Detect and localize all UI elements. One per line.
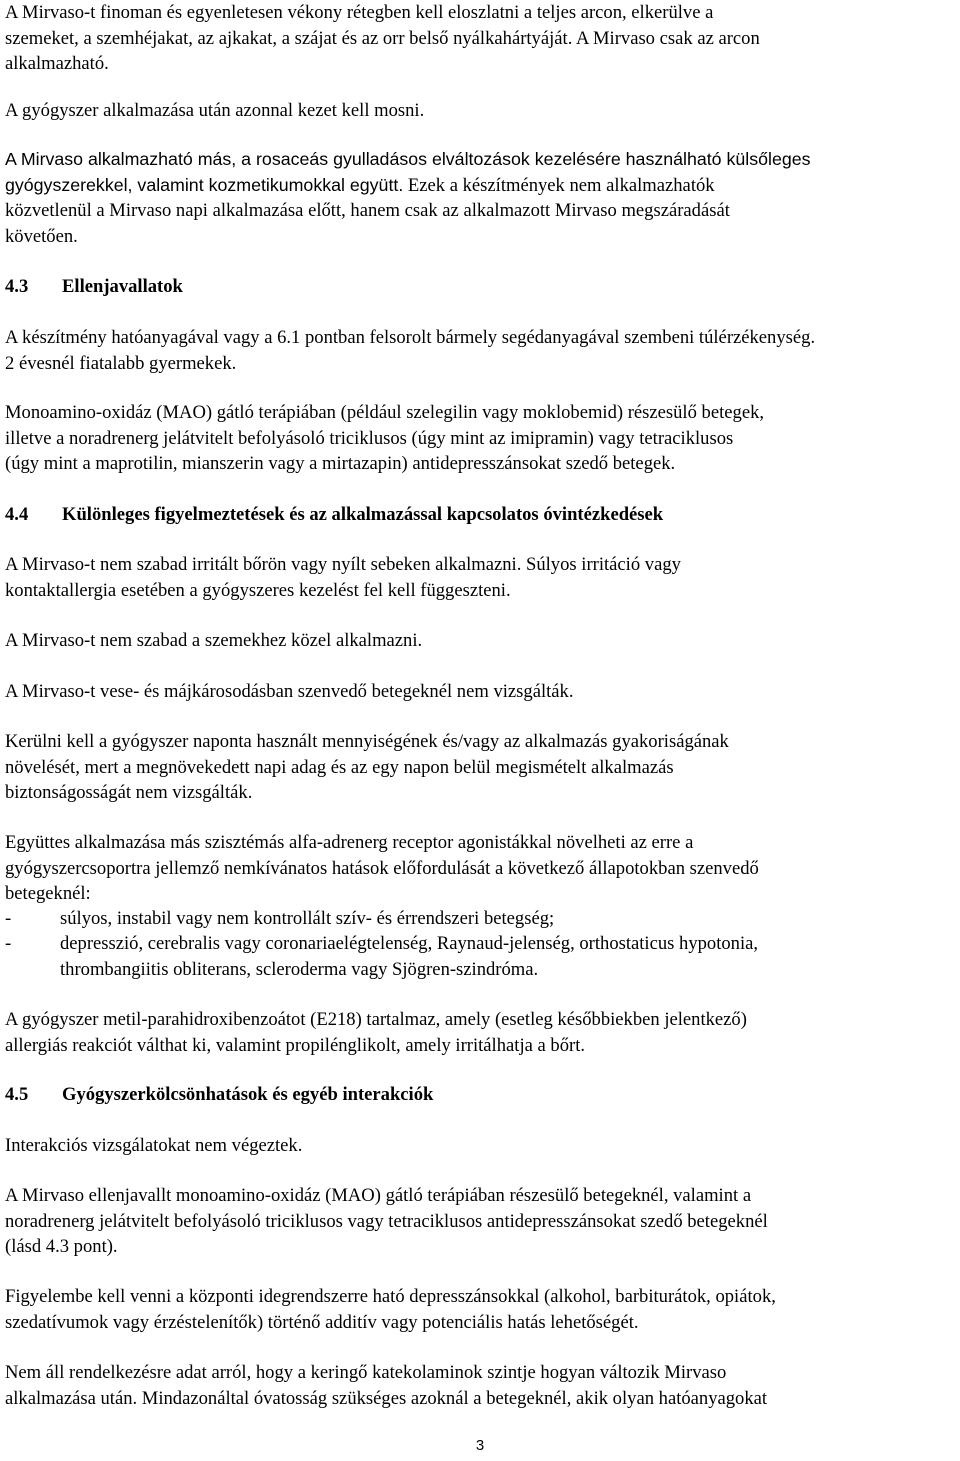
list-bullet: - — [5, 933, 12, 954]
paragraph-mao-interaction — [5, 1183, 953, 1260]
text-line: allergiás reakciót válthat ki, valamint propilénglikolt, amely irritálhatja a bőrt. — [5, 1034, 586, 1056]
text-line: gyógyszercsoportra jellemző nemkívánatos hatások előfordulását a következő állapotokban szenvedő — [5, 857, 759, 879]
paragraph-catecholamines — [5, 1360, 953, 1411]
section-title: Gyógyszerkölcsönhatások és egyéb interakciók — [62, 1084, 434, 1105]
text-line: közvetlenül a Mirvaso napi alkalmazása előtt, hanem csak az alkalmazott Mirvaso megszáradását — [5, 200, 730, 221]
text-line: Együttes alkalmazása más szisztémás alfa-adrenerg receptor agonistákkal növelheti az erre a — [5, 832, 694, 853]
text-line: Monoamino-oxidáz (MAO) gátló terápiában (például szelegilin vagy moklobemid) részesülő betegek, — [5, 402, 765, 423]
paragraph-warning-dosage — [5, 729, 953, 806]
text-line: súlyos, instabil vagy nem kontrollált szív- és érrendszeri betegség; — [60, 908, 555, 929]
text-line: követően. — [5, 225, 78, 247]
text-line: biztonságosságát nem vizsgálták. — [5, 782, 253, 803]
text-line: (úgy mint a maprotilin, mianszerin vagy a mirtazapin) antidepresszánsokat szedő betegek. — [5, 453, 676, 474]
text-line: A gyógyszer alkalmazása után azonnal kezet kell mosni. — [5, 100, 425, 121]
text-line: depresszió, cerebralis vagy coronariaelégtelenség, Raynaud-jelenség, orthostaticus hypotonia, — [60, 933, 759, 954]
text-line: növelését, mert a megnövekedett napi adag és az egy napon belül megismételt alkalmazás — [5, 756, 674, 778]
text-line: Nem áll rendelkezésre adat arról, hogy a keringő katekolaminok szintje hogyan változik Mirvaso — [5, 1362, 727, 1383]
section-number: 4.4 — [5, 504, 29, 525]
paragraph-warning-eyes — [5, 628, 953, 654]
paragraph-combined-use — [5, 147, 953, 249]
text-line: Figyelembe kell venni a központi idegrendszerre ható depresszánsokkal (alkohol, barbiturátok, opiátok, — [5, 1286, 776, 1307]
paragraph-mao-contraindication — [5, 400, 953, 477]
list-bullet: - — [5, 908, 12, 929]
section-heading-4-5 — [5, 1082, 433, 1108]
text-line: A Mirvaso-t vese- és májkárosodásban szenvedő betegeknél nem vizsgálták. — [5, 681, 574, 702]
paragraph-warning-skin — [5, 552, 953, 603]
section-title: Különleges figyelmeztetések és az alkalmazással kapcsolatos óvintézkedések — [62, 504, 664, 525]
text-line: betegeknél: — [5, 883, 91, 904]
text-segment: gyógyszerekkel, valamint kozmetikumokkal együtt. — [5, 174, 404, 195]
section-title: Ellenjavallatok — [62, 276, 183, 297]
paragraph-cns-depressants — [5, 1284, 953, 1335]
section-heading-4-3 — [5, 274, 183, 300]
text-line: A Mirvaso-t finoman és egyenletesen vékony rétegben kell eloszlatni a teljes arcon, elkerülve a — [5, 2, 714, 23]
text-line: thrombangiitis obliterans, scleroderma vagy Sjögren-szindróma. — [60, 958, 539, 980]
paragraph-contraindications — [5, 325, 953, 376]
text-line: szedatívumok vagy érzéstelenítők) történő additív vagy potenciális hatás lehetőségét. — [5, 1311, 639, 1333]
paragraph-warning-excipients — [5, 1007, 953, 1058]
text-line: A gyógyszer metil-parahidroxibenzoátot (E218) tartalmaz, amely (esetleg későbbiekben jelentkező) — [5, 1009, 747, 1030]
text-line: Kerülni kell a gyógyszer naponta használt mennyiségének és/vagy az alkalmazás gyakoriságának — [5, 731, 729, 752]
text-line: (lásd 4.3 pont). — [5, 1236, 118, 1257]
paragraph-warning-renal-hepatic — [5, 679, 953, 705]
text-line: A Mirvaso-t nem szabad irritált bőrön vagy nyílt sebeken alkalmazni. Súlyos irritáció vagy — [5, 554, 681, 575]
page-number: 3 — [475, 1437, 485, 1454]
text-line: A Mirvaso ellenjavallt monoamino-oxidáz (MAO) gátló terápiában részesülő betegeknél, valamint a — [5, 1185, 752, 1206]
text-segment: Ezek a készítmények nem alkalmazhatók — [403, 174, 715, 196]
text-line: A Mirvaso-t nem szabad a szemekhez közel alkalmazni. — [5, 630, 423, 651]
text-line: kontaktallergia esetében a gyógyszeres kezelést fel kell függeszteni. — [5, 579, 511, 601]
section-number: 4.3 — [5, 276, 29, 297]
paragraph-wash-hands — [5, 98, 953, 124]
paragraph-application-instructions — [5, 0, 953, 77]
text-line: Interakciós vizsgálatokat nem végeztek. — [5, 1135, 303, 1156]
text-line: illetve a noradrenerg jelátvitelt befolyásoló triciklusos (úgy mint az imipramin) vagy tetraciklusos — [5, 427, 734, 449]
text-line: 2 évesnél fiatalabb gyermekek. — [5, 352, 237, 374]
section-heading-4-4 — [5, 502, 663, 528]
text-line: noradrenerg jelátvitelt befolyásoló triciklusos vagy tetraciklusos antidepresszánsokat szedő betegeknél — [5, 1210, 768, 1232]
paragraph-warning-alpha-agonists — [5, 830, 953, 907]
text-line: alkalmazható. — [5, 53, 109, 74]
section-number: 4.5 — [5, 1084, 29, 1105]
text-line: A készítmény hatóanyagával vagy a 6.1 pontban felsorolt bármely segédanyagával szembeni túlérzékenység. — [5, 327, 816, 348]
text-line: szemeket, a szemhéjakat, az ajkakat, a szájat és az orr belső nyálkahártyáját. A Mirvaso csak az arcon — [5, 27, 760, 49]
text-line: A Mirvaso alkalmazható más, a rosaceás gyulladásos elváltozások kezelésére használható külsőleges — [5, 149, 811, 169]
paragraph-no-interaction-studies — [5, 1133, 953, 1159]
text-line: alkalmazása után. Mindazonáltal óvatosság szükséges azoknál a betegeknél, akik olyan hatóanyagokat — [5, 1387, 768, 1409]
